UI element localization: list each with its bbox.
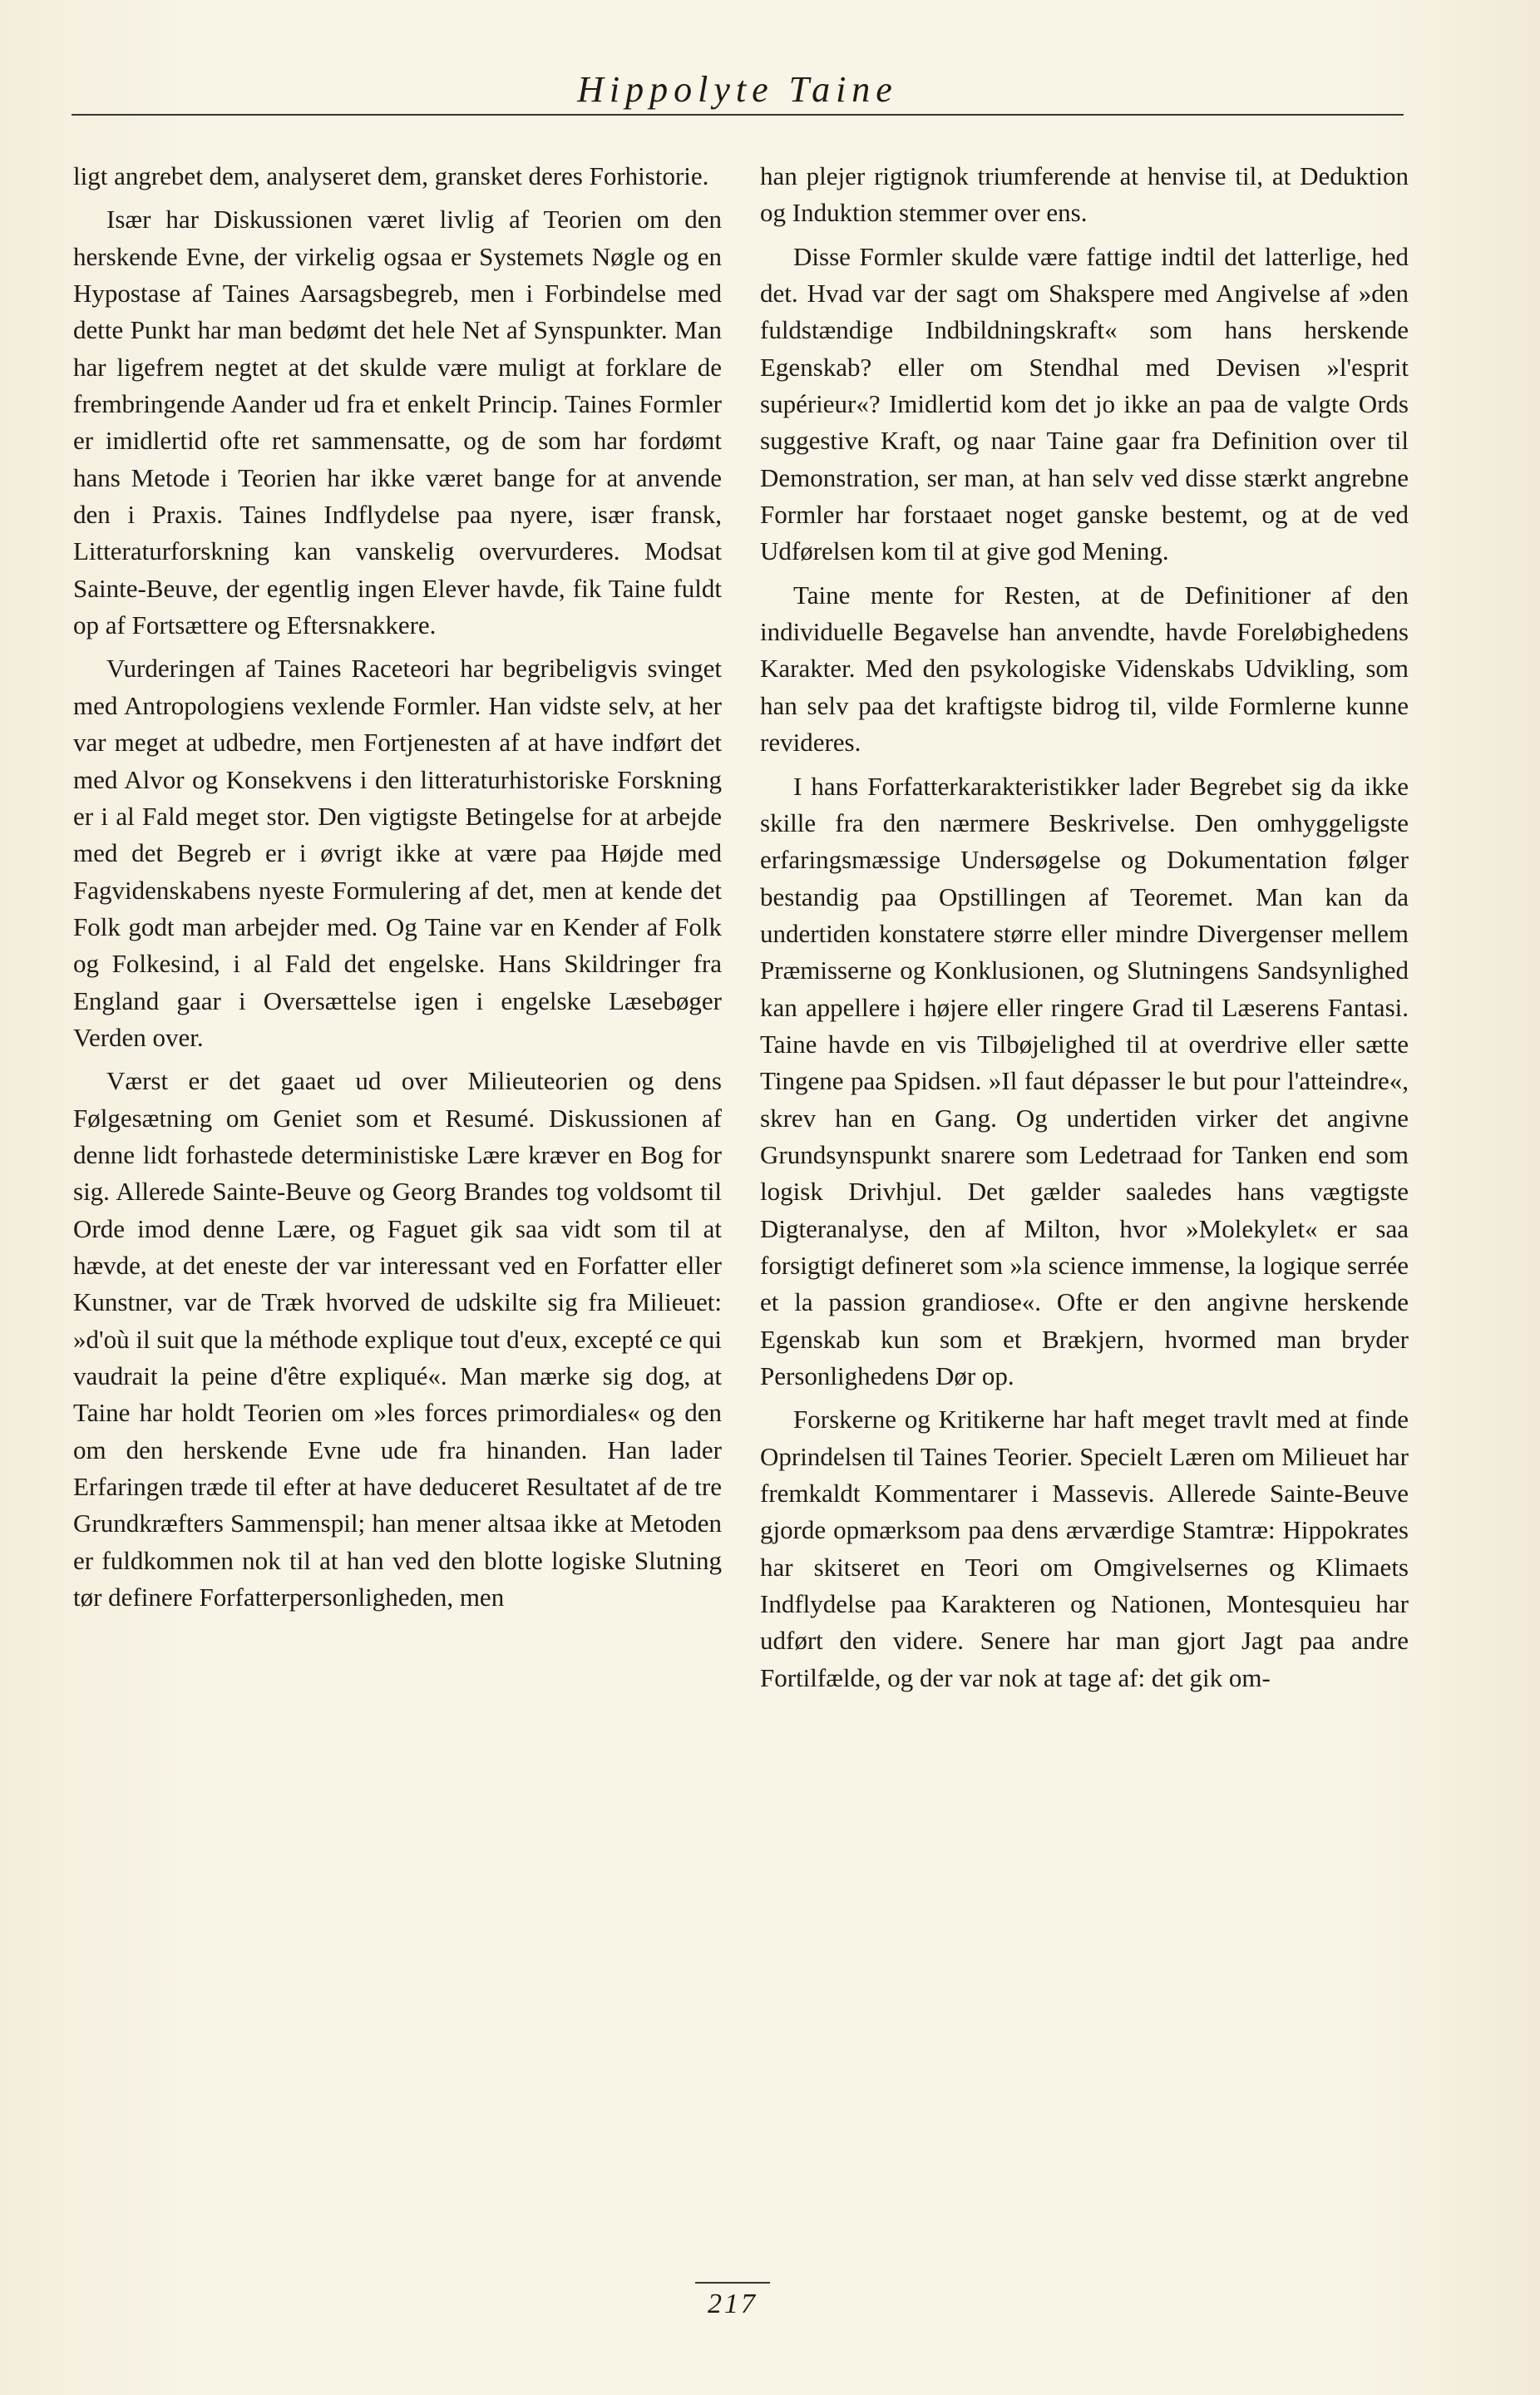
left-column	[73, 158, 722, 1616]
folio-rule	[695, 2282, 770, 2284]
header-rule	[72, 114, 1404, 116]
paragraph: Taine mente for Resten, at de Definitioner af den individuelle Begavelse han anvendte, havde Foreløbighedens Karakter. Med den psykologiske Videnskabs Udvikling, som han selv paa det kraftigste bidrog til, vilde Formlerne kunne revideres.	[760, 580, 1409, 758]
paragraph: Forskerne og Kritikerne har haft meget travlt med at finde Oprindelsen til Taines Teorier. Specielt Læren om Milieuet har fremkaldt Kommentarer i Massevis. Allerede Sainte-Beuve gjorde opmærksom paa dens ærværdige Stamtræ: Hippokrates har skitseret en Teori om Omgivelsernes og Klimaets Indflydelse paa Karakteren og Nationen, Montesquieu har udført den videre. Senere har man gjort Jagt paa andre Fortilfælde, og der var nok at tage af: det gik om-	[760, 1405, 1409, 1692]
paragraph: Værst er det gaaet ud over Milieuteorien og dens Følgesætning om Geniet som et Resumé. Diskussionen af denne lidt forhastede deterministiske Lære kræver en Bog for sig. Allerede Sainte-Beuve og Georg Brandes tog voldsomt til Orde imod denne Lære, og Faguet gik saa vidt som til at hævde, at det eneste der var interessant ved en Forfatter eller Kunstner, var de Træk hvorved de udskilte sig fra Milieuet: »d'où il suit que la méthode explique tout d'eux, excepté ce qui vaudrait la peine d'être expliqué«. Man mærke sig dog, at Taine har holdt Teorien om »les forces primordiales« og den om den herskende Evne ude fra hinanden. Han lader Erfaringen træde til efter at have deduceret Resultatet af de tre Grundkræfters Sammenspil; han mener altsaa ikke at Metoden er fuldkommen nok til at han ved den blotte logiske Slutning tør definere Forfatterpersonligheden, men	[73, 1066, 722, 1612]
paragraph: ligt angrebet dem, analyseret dem, gransket deres Forhistorie.	[73, 161, 709, 190]
running-head: Hippolyte Taine	[577, 69, 898, 110]
paragraph: Især har Diskussionen været livlig af Teorien om den herskende Evne, der virkelig ogsaa er Systemets Nøgle og en Hypostase af Taines Aarsagsbegreb, men i Forbindelse med dette Punkt har man bedømt det hele Net af Synspunkter. Man har ligefrem negtet at det skulde være muligt at forklare de frembringende Aander ud fra et enkelt Princip. Taines Formler er imidlertid ofte ret sammensatte, og de som har fordømt hans Metode i Teorien har ikke været bange for at anvende den i Praxis. Taines Indflydelse paa nyere, især fransk, Litteraturforskning kan vanskelig overvurderes. Modsat Sainte-Beuve, der egentlig ingen Elever havde, fik Taine fuldt op af Fortsættere og Eftersnakkere.	[73, 205, 722, 640]
page-number: 217	[708, 2289, 758, 2319]
paragraph: Disse Formler skulde være fattige indtil det latterlige, hed det. Hvad var der sagt om Shakspere med Angivelse af »den fuldstændige Indbildningskraft« som hans herskende Egenskab? eller om Stendhal med Devisen »l'esprit supérieur«? Imidlertid kom det jo ikke an paa de valgte Ords suggestive Kraft, og naar Taine gaar fra Definition over til Demonstration, ser man, at han selv ved disse stærkt angrebne Formler har forstaaet noget ganske bestemt, og at de ved Udførelsen kom til at give god Mening.	[760, 241, 1409, 566]
right-column	[760, 158, 1409, 1696]
paragraph: han plejer rigtignok triumferende at henvise til, at Deduktion og Induktion stemmer over ens.	[760, 161, 1409, 228]
paragraph: Vurderingen af Taines Raceteori har begribeligvis svinget med Antropologiens vexlende Formler. Han vidste selv, at her var meget at udbedre, men Fortjenesten af at have indført det med Alvor og Konsekvens i den litteraturhistoriske Forskning er i al Fald meget stor. Den vigtigste Betingelse for at arbejde med det Begreb er i øvrigt ikke at være paa Højde med Fagvidenskabens nyeste Formulering af det, men at kende det Folk godt man arbejder med. Og Taine var en Kender af Folk og Folkesind, i al Fald det engelske. Hans Skildringer fra England gaar i Oversættelse igen i engelske Læsebøger Verden over.	[73, 654, 722, 1052]
paragraph: I hans Forfatterkarakteristikker lader Begrebet sig da ikke skille fra den nærmere Beskrivelse. Den omhyggeligste erfaringsmæssige Undersøgelse og Dokumentation følger bestandig paa Opstillingen af Teoremet. Man kan da undertiden konstatere større eller mindre Divergenser mellem Præmisserne og Konklusionen, og Slutningens Sandsynlighed kan appellere i højere eller ringere Grad til Læserens Fantasi. Taine havde en vis Tilbøjelighed til at overdrive eller sætte Tingene paa Spidsen. »Il faut dépasser le but pour l'atteindre«, skrev han en Gang. Og undertiden virker det angivne Grundsynspunkt snarere som Ledetraad for Tanken end som logisk Drivhjul. Det gælder saaledes hans vægtigste Digteranalyse, den af Milton, hvor »Molekylet« er saa forsigtigt defineret som »la science immense, la logique serrée et la passion grandiose«. Ofte er den angivne herskende Egenskab kun som et Brækjern, hvormed man bryder Personlighedens Dør op.	[760, 771, 1409, 1390]
